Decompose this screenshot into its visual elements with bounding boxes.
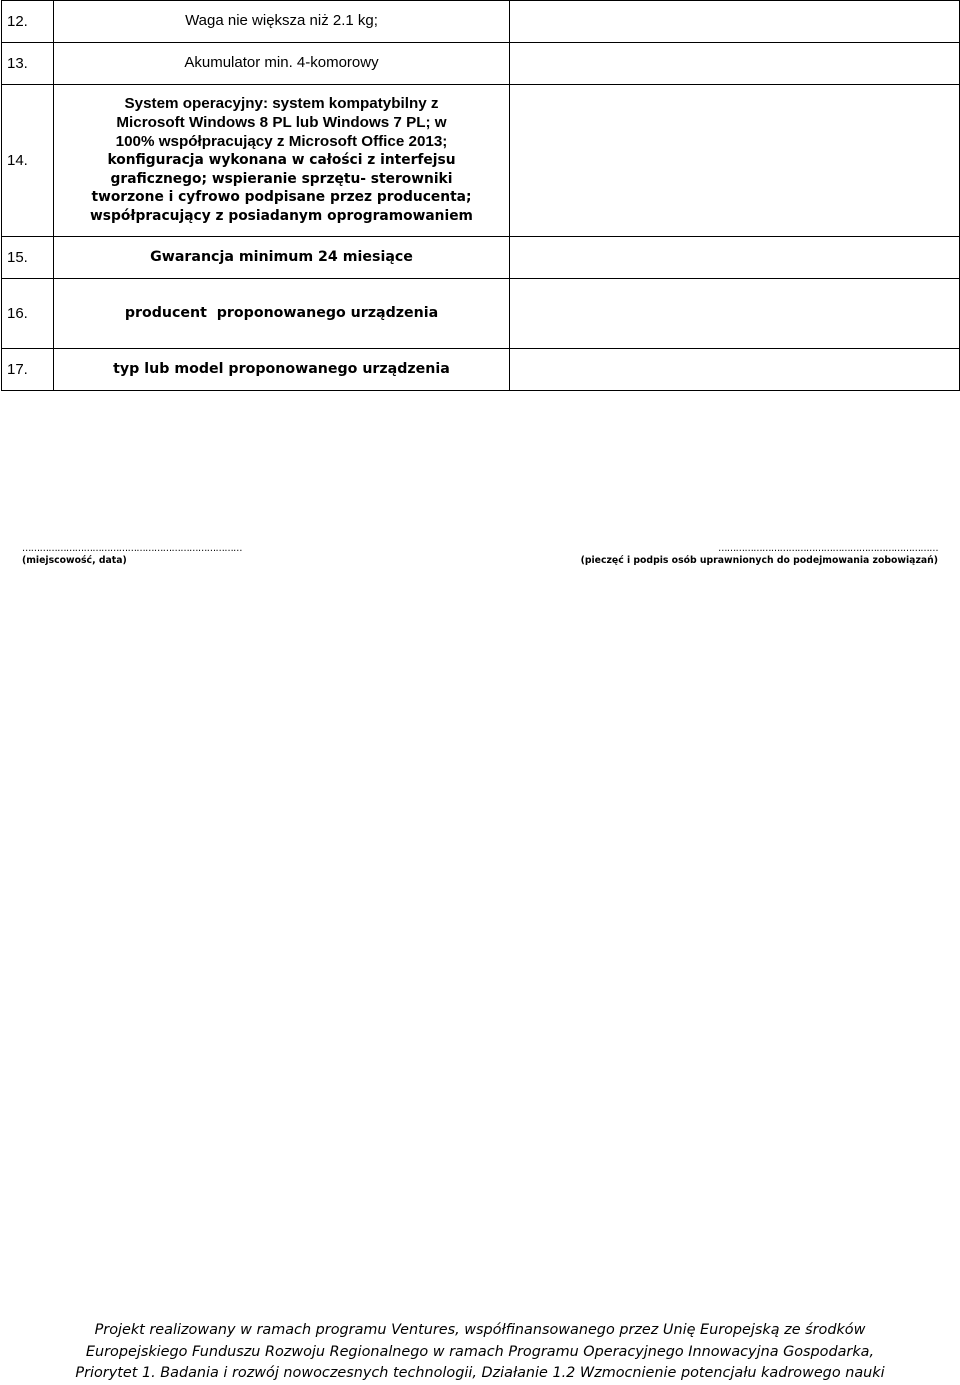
- project-footer: [0, 1320, 960, 1385]
- row-number: 15.: [2, 237, 54, 279]
- table-row: [2, 349, 960, 391]
- footer-line: Projekt realizowany w ramach programu Ventures, współfinansowanego przez Unię Europejską ze środków: [94, 1322, 866, 1338]
- footer-line: Priorytet 1. Badania i rozwój nowoczesnych technologii, Działanie 1.2 Wzmocnienie potencjału kadrowego nauki: [75, 1365, 885, 1381]
- row-value-cell: [510, 43, 960, 85]
- table-row: [2, 43, 960, 85]
- description-line: tworzone i cyfrowo podpisane przez producenta;: [91, 189, 472, 206]
- row-value-cell: [510, 1, 960, 43]
- description-line: graficznego; wspieranie sprzętu- sterowniki: [110, 170, 453, 187]
- row-number: 13.: [2, 43, 54, 85]
- place-date-dotted-line: …………………………………………………………………: [22, 543, 242, 554]
- row-value-cell: [510, 349, 960, 391]
- table-row: [2, 279, 960, 349]
- description-line: współpracujący z posiadanym oprogramowaniem: [90, 207, 473, 224]
- row-description: typ lub model proponowanego urządzenia: [54, 349, 510, 391]
- description-line: Microsoft Windows 8 PL lub Windows 7 PL; w: [116, 114, 447, 132]
- footer-line: Europejskiego Funduszu Rozwoju Regionalnego w ramach Programu Operacyjnego Innowacyjna Gospodarka,: [85, 1343, 875, 1360]
- row-value-cell: [510, 279, 960, 349]
- place-date-caption: (miejscowość, data): [22, 555, 127, 566]
- row-number: 12.: [2, 1, 54, 43]
- row-number: 16.: [2, 279, 54, 349]
- stamp-signature: [581, 543, 938, 567]
- row-description: [54, 85, 510, 237]
- stamp-dotted-line: …………………………………………………………………: [718, 543, 938, 554]
- description-line: System operacyjny: system kompatybilny z: [124, 95, 439, 113]
- table-row: [2, 85, 960, 237]
- row-value-cell: [510, 85, 960, 237]
- row-value-cell: [510, 237, 960, 279]
- table-row: [2, 237, 960, 279]
- stamp-caption: (pieczęć i podpis osób uprawnionych do podejmowania zobowiązań): [580, 555, 938, 566]
- row-description: producent proponowanego urządzenia: [54, 279, 510, 349]
- row-description: Waga nie większa niż 2.1 kg;: [54, 1, 510, 43]
- row-description: Gwarancja minimum 24 miesiące: [54, 237, 510, 279]
- row-number: 14.: [2, 85, 54, 237]
- description-line: konfiguracja wykonana w całości z interfejsu: [107, 152, 456, 169]
- row-description: Akumulator min. 4-komorowy: [54, 43, 510, 85]
- table-row: [2, 1, 960, 43]
- specification-table: [1, 0, 960, 391]
- description-line: 100% współpracujący z Microsoft Office 2013;: [115, 132, 448, 150]
- row-number: 17.: [2, 349, 54, 391]
- place-date-signature: [22, 543, 242, 567]
